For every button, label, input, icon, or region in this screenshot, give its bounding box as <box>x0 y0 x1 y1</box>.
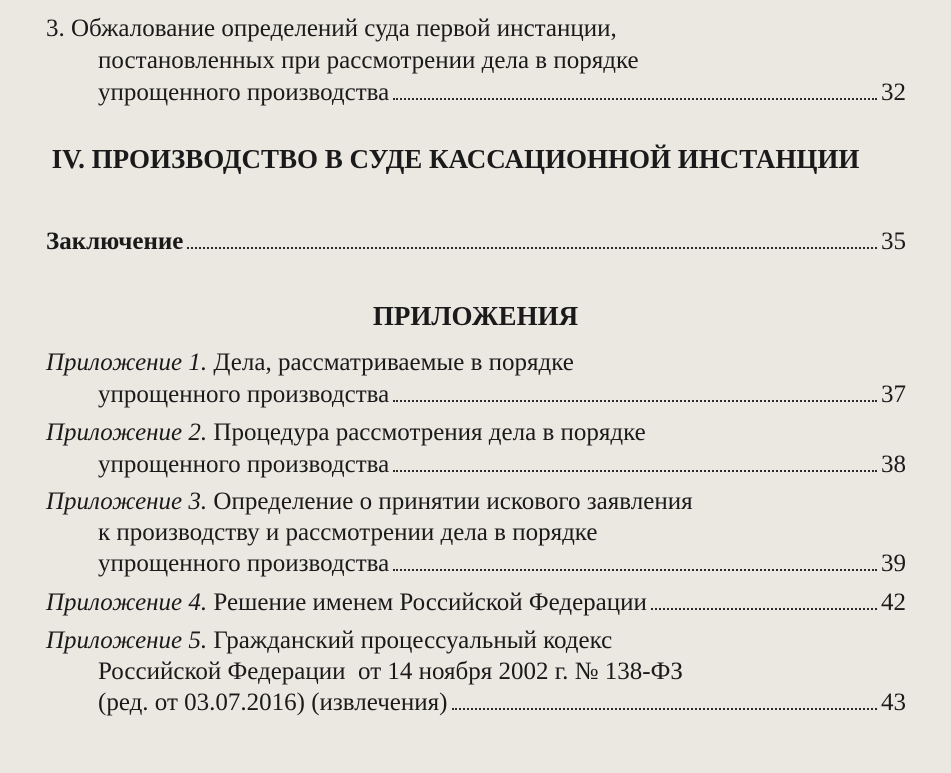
appendix5-page: 43 <box>881 689 906 716</box>
appendix1-line2: упрощенного производства <box>98 381 390 408</box>
appendix5-entry[interactable] <box>98 688 906 718</box>
leader-dots <box>393 469 877 472</box>
appendix4-page: 42 <box>881 589 906 616</box>
appendix4-title: Решение именем Российской Федерации <box>207 589 647 616</box>
appendices-heading: ПРИЛОЖЕНИЯ <box>372 301 579 331</box>
leader-dots <box>651 607 877 610</box>
appendix4-line1 <box>46 588 647 618</box>
appendix5-line2: Российской Федерации от 14 ноября 2002 г. № 138-ФЗ <box>98 658 683 685</box>
appendix1-page: 37 <box>881 381 906 408</box>
appendix1-entry[interactable] <box>98 380 906 410</box>
toc-item3-entry[interactable] <box>98 78 906 108</box>
appendix2-title: Процедура рассмотрения дела в порядке <box>207 419 646 446</box>
toc-conclusion-entry[interactable] <box>46 227 906 257</box>
appendix5-line1 <box>46 626 612 656</box>
appendix3-prefix: Приложение 3. <box>46 488 208 515</box>
appendix3-line1 <box>46 487 693 517</box>
appendix1-line1 <box>46 348 574 378</box>
toc-item3-page: 32 <box>881 79 906 106</box>
appendix2-line1 <box>46 418 646 448</box>
leader-dots <box>393 399 877 402</box>
toc-conclusion-label: Заключение <box>46 228 184 255</box>
appendix5-title: Гражданский процессуальный кодекс <box>207 627 613 654</box>
appendix3-page: 39 <box>881 550 906 577</box>
chapter4-heading[interactable]: IV. ПРОИЗВОДСТВО В СУДЕ КАССАЦИОННОЙ ИНСТАНЦИИ <box>51 144 860 174</box>
appendix4-prefix: Приложение 4. <box>46 589 208 616</box>
appendix2-line2: упрощенного производства <box>98 451 390 478</box>
appendix2-prefix: Приложение 2. <box>46 419 208 446</box>
appendix1-prefix: Приложение 1. <box>46 349 208 376</box>
leader-dots <box>393 568 877 571</box>
appendix3-title: Определение о принятии искового заявления <box>207 488 693 515</box>
leader-dots <box>452 707 878 710</box>
appendix2-page: 38 <box>881 451 906 478</box>
toc-item3-line3: упрощенного производства <box>98 79 390 106</box>
toc-conclusion-page: 35 <box>881 228 906 255</box>
leader-dots <box>393 97 877 100</box>
appendix3-entry[interactable] <box>98 549 906 579</box>
toc-item3-line2: постановленных при рассмотрении дела в порядке <box>98 47 639 74</box>
appendix5-prefix: Приложение 5. <box>46 627 208 654</box>
leader-dots <box>187 246 877 249</box>
appendix1-title: Дела, рассматриваемые в порядке <box>207 349 574 376</box>
appendix5-line3: (ред. от 03.07.2016) (извлечения) <box>98 689 448 716</box>
appendix2-entry[interactable] <box>98 450 906 480</box>
toc-item3-line1: 3. Обжалование определений суда первой инстанции, <box>46 15 617 42</box>
appendix3-line2: к производству и рассмотрении дела в порядке <box>98 519 598 546</box>
appendix3-line3: упрощенного производства <box>98 550 390 577</box>
appendix4-entry[interactable] <box>46 588 906 618</box>
